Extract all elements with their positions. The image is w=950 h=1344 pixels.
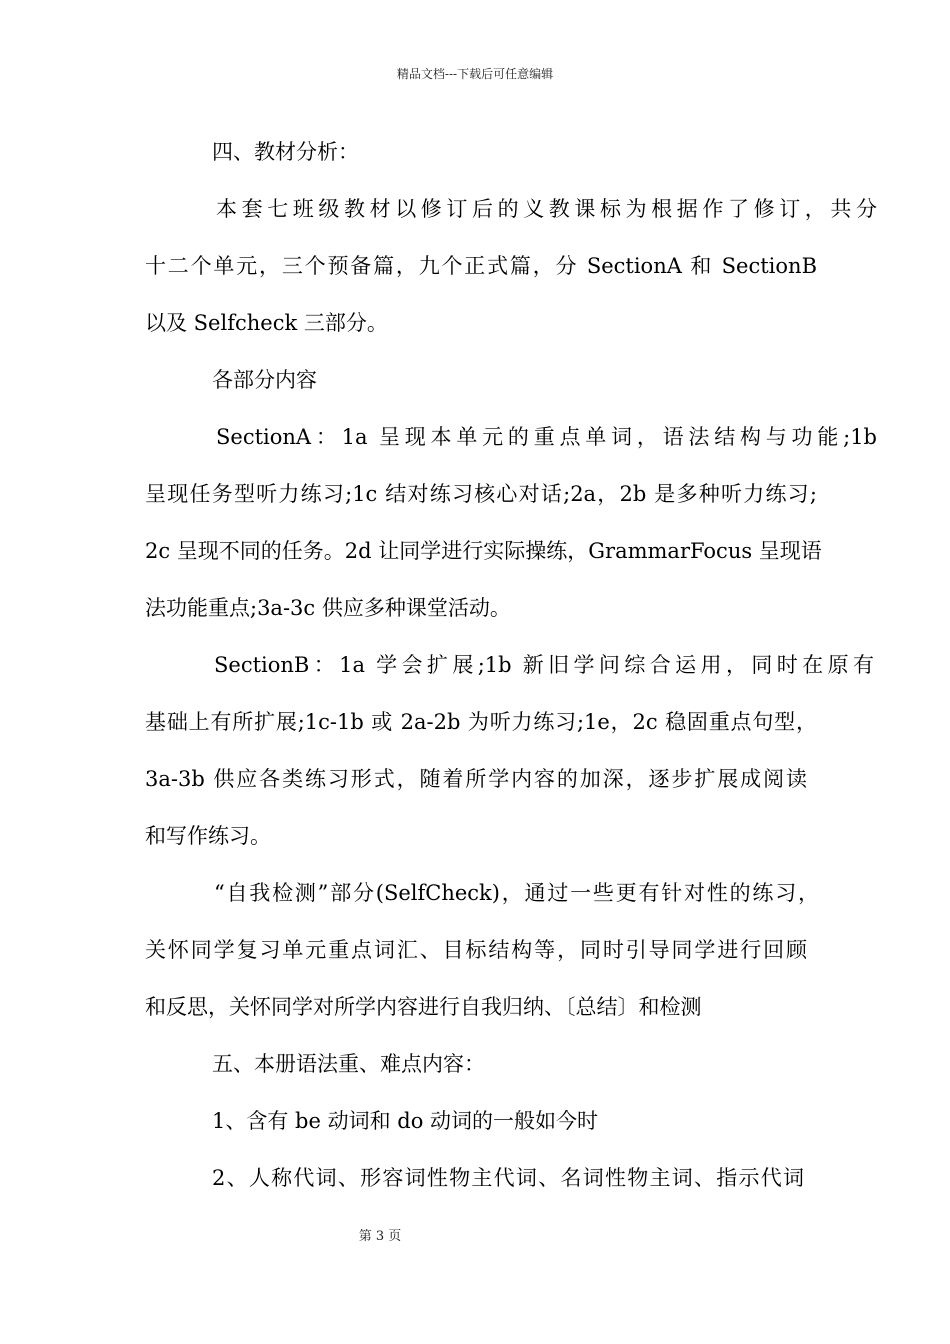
page-number: 第 3 页 xyxy=(358,1229,402,1244)
page-header: 精品文档---下载后可任意编辑 xyxy=(396,67,554,81)
list-item: 2、人称代词、形容词性物主代词、名词性物主词、指示代词 xyxy=(212,1166,804,1190)
paragraph-line: 和写作练习。 xyxy=(145,824,271,848)
paragraph-line: SectionA：1a 呈现本单元的重点单词，语法结构与功能;1b xyxy=(216,425,877,449)
paragraph-line: SectionB：1a 学会扩展;1b 新旧学问综合运用，同时在原有 xyxy=(214,653,874,677)
subheading-parts-content: 各部分内容 xyxy=(212,368,317,392)
paragraph-line: 和反思，关怀同学对所学内容进行自我归纳、〔总结〕和检测 xyxy=(145,995,702,1019)
paragraph-line: 基础上有所扩展;1c-1b 或 2a-2b 为听力练习;1e，2c 稳固重点句型， xyxy=(145,710,817,734)
paragraph-line: 十二个单元，三个预备篇，九个正式篇，分 SectionA 和 SectionB xyxy=(145,254,817,278)
section-heading-textbook-analysis: 四、教材分析： xyxy=(212,140,359,164)
paragraph-line: 本套七班级教材以修订后的义教课标为根据作了修订，共分 xyxy=(216,197,877,221)
paragraph-line: 2c 呈现不同的任务。2d 让同学进行实际操练，GrammarFocus 呈现语 xyxy=(145,539,822,563)
paragraph-line: “自我检测”部分(SelfCheck)，通过一些更有针对性的练习， xyxy=(214,881,819,905)
section-heading-grammar-points: 五、本册语法重、难点内容： xyxy=(212,1052,485,1076)
list-item: 1、含有 be 动词和 do 动词的一般如今时 xyxy=(212,1109,599,1133)
paragraph-line: 以及 Selfcheck 三部分。 xyxy=(145,311,388,335)
paragraph-line: 关怀同学复习单元重点词汇、目标结构等，同时引导同学进行回顾 xyxy=(145,938,807,962)
paragraph-line: 呈现任务型听力练习;1c 结对练习核心对话;2a，2b 是多种听力练习; xyxy=(145,482,817,506)
paragraph-line: 3a-3b 供应各类练习形式，随着所学内容的加深，逐步扩展成阅读 xyxy=(145,767,807,791)
paragraph-line: 法功能重点;3a-3c 供应多种课堂活动。 xyxy=(145,596,511,620)
